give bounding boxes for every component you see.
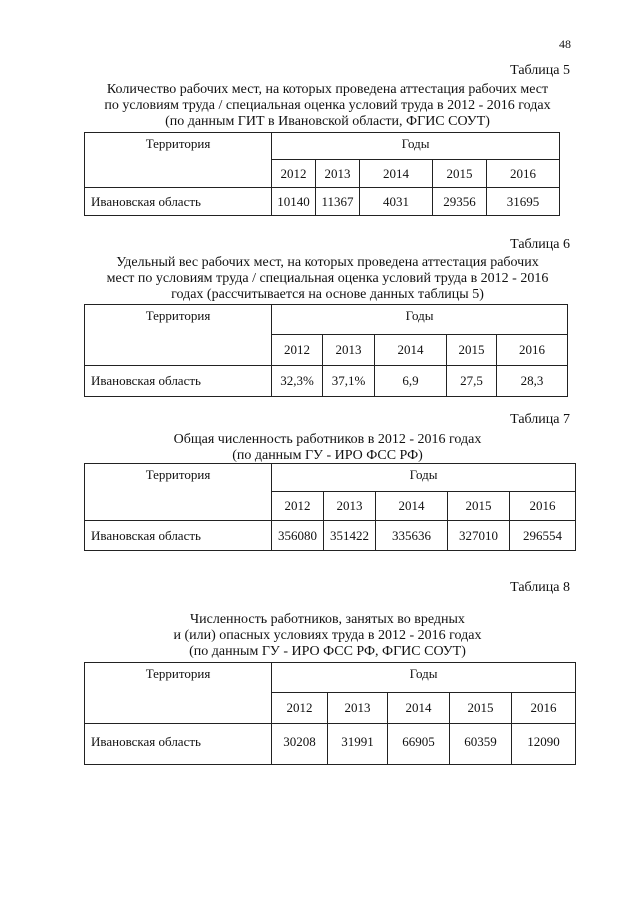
year-cell: 2012 [272, 693, 328, 724]
year-cell: 2013 [323, 335, 375, 366]
year-cell: 2012 [272, 335, 323, 366]
header-years: Годы [272, 464, 576, 492]
caption-line: Количество рабочих мест, на которых проведена аттестация рабочих мест [106, 82, 549, 97]
year-cell: 2013 [316, 160, 360, 188]
table-5-caption [80, 82, 575, 130]
value-cell: 4031 [360, 188, 433, 216]
year-cell: 2016 [497, 335, 568, 366]
value-cell: 30208 [272, 724, 328, 765]
value-cell: 32,3% [272, 366, 323, 397]
year-cell: 2014 [360, 160, 433, 188]
header-territory: Территория [85, 663, 272, 724]
caption-line: (по данным ГУ - ИРО ФСС РФ) [232, 448, 423, 463]
table-6-number: Таблица 6 [510, 237, 570, 252]
header-territory: Территория [85, 305, 272, 366]
value-cell: 27,5 [447, 366, 497, 397]
table-7-number: Таблица 7 [510, 412, 570, 427]
value-cell: 29356 [433, 188, 487, 216]
value-cell: 31991 [328, 724, 388, 765]
value-cell: 6,9 [375, 366, 447, 397]
table-6-caption [80, 255, 575, 303]
caption-line: (по данным ГУ - ИРО ФСС РФ, ФГИС СОУТ) [189, 644, 466, 659]
table-5 [84, 132, 560, 216]
year-cell: 2012 [272, 492, 324, 521]
year-cell: 2014 [375, 335, 447, 366]
caption-line: Численность работников, занятых во вредных [190, 612, 465, 627]
caption-line: Общая численность работников в 2012 - 2016 годах [173, 432, 482, 447]
row-label: Ивановская область [85, 366, 272, 397]
table-5-number: Таблица 5 [510, 63, 570, 78]
table-8-number: Таблица 8 [510, 580, 570, 595]
row-label: Ивановская область [85, 724, 272, 765]
year-cell: 2016 [510, 492, 576, 521]
value-cell: 66905 [388, 724, 450, 765]
year-cell: 2012 [272, 160, 316, 188]
value-cell: 356080 [272, 521, 324, 551]
value-cell: 10140 [272, 188, 316, 216]
value-cell: 31695 [487, 188, 560, 216]
row-label: Ивановская область [85, 188, 272, 216]
caption-line: годах (рассчитывается на основе данных таблицы 5) [171, 287, 484, 302]
year-cell: 2015 [450, 693, 512, 724]
value-cell: 28,3 [497, 366, 568, 397]
header-years: Годы [272, 663, 576, 693]
value-cell: 37,1% [323, 366, 375, 397]
header-years: Годы [272, 305, 568, 335]
value-cell: 335636 [376, 521, 448, 551]
table-7-caption [80, 432, 575, 464]
caption-line: (по данным ГИТ в Ивановской области, ФГИС СОУТ) [165, 114, 490, 129]
header-territory: Территория [85, 464, 272, 521]
value-cell: 296554 [510, 521, 576, 551]
row-label: Ивановская область [85, 521, 272, 551]
value-cell: 327010 [448, 521, 510, 551]
table-8-caption [80, 612, 575, 660]
year-cell: 2013 [324, 492, 376, 521]
header-years: Годы [272, 133, 560, 160]
table-row [85, 188, 560, 216]
table-7 [84, 463, 576, 551]
value-cell: 11367 [316, 188, 360, 216]
year-cell: 2015 [448, 492, 510, 521]
page-number: 48 [559, 37, 571, 51]
year-cell: 2015 [447, 335, 497, 366]
caption-line: и (или) опасных условиях труда в 2012 - 2016 годах [173, 628, 482, 643]
year-cell: 2016 [512, 693, 576, 724]
table-row [85, 521, 576, 551]
value-cell: 12090 [512, 724, 576, 765]
value-cell: 60359 [450, 724, 512, 765]
header-territory: Территория [85, 133, 272, 188]
table-6 [84, 304, 568, 397]
value-cell: 351422 [324, 521, 376, 551]
caption-line: по условиям труда / специальная оценка условий труда в 2012 - 2016 годах [104, 98, 551, 113]
year-cell: 2014 [376, 492, 448, 521]
year-cell: 2016 [487, 160, 560, 188]
year-cell: 2013 [328, 693, 388, 724]
year-cell: 2014 [388, 693, 450, 724]
caption-line: мест по условиям труда / специальная оценка условий труда в 2012 - 2016 [106, 271, 549, 286]
table-row [85, 366, 568, 397]
table-8 [84, 662, 576, 765]
caption-line: Удельный вес рабочих мест, на которых проведена аттестация рабочих [116, 255, 539, 270]
year-cell: 2015 [433, 160, 487, 188]
table-row [85, 724, 576, 765]
